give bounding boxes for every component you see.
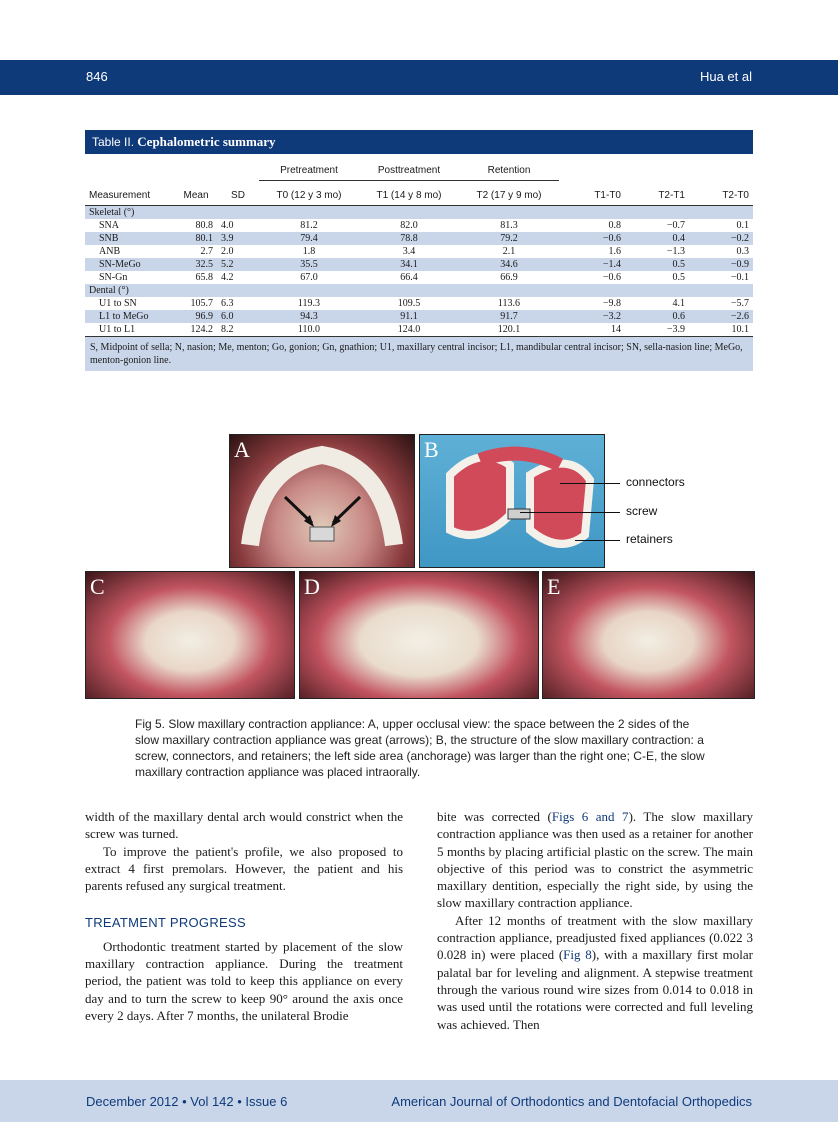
table-row: L1 to MeGo 96.9 6.0 94.3 91.1 91.7 −3.2 0.6 −2.6: [85, 310, 753, 323]
col-header: T2-T1: [625, 181, 689, 206]
body-column-right: [437, 808, 753, 1033]
panel-label-a: A: [234, 437, 250, 462]
paragraph: To improve the patient's profile, we also proposed to extract 4 first premolars. However, the patient and his parents refused any surgical treatment.: [85, 843, 403, 894]
figure-link-6-7[interactable]: Figs 6 and 7: [551, 809, 629, 824]
panel-label-e: E: [547, 574, 561, 599]
group-header-posttreatment: Posttreatment: [359, 154, 459, 181]
col-header: Mean: [175, 181, 217, 206]
appliance-illustration: [420, 435, 604, 567]
table-rows: [85, 206, 753, 337]
group-header-retention: Retention: [459, 154, 559, 181]
col-header: Measurement: [85, 181, 175, 206]
callout-retainers: retainers: [626, 532, 673, 546]
col-header: SD: [217, 181, 259, 206]
paragraph: bite was corrected (Figs 6 and 7). The slow maxillary contraction appliance was then used as a retainer for another 5 months by placing artificial plastic on the screw. The main objective of this period was to constrict the asymmetric maxillary dentition, especially the right side, by using the slow maxillary contraction appliance.: [437, 809, 753, 911]
table-row: U1 to L1 124.2 8.2 110.0 124.0 120.1 14 −3.9 10.1: [85, 323, 753, 337]
callout-line-connectors: [560, 483, 620, 484]
cephalometric-table: [85, 130, 753, 371]
callout-screw: screw: [626, 504, 658, 518]
table-title-bar: [85, 130, 753, 154]
section-header-dental: Dental (°): [85, 284, 753, 297]
table-row: SN-Gn 65.8 4.2 67.0 66.4 66.9 −0.6 0.5 −0.1: [99, 272, 749, 283]
photo-panel-b: [419, 434, 605, 568]
table-title: Cephalometric summary: [137, 134, 276, 149]
table-row: SNA 80.8 4.0 81.2 82.0 81.3 0.8 −0.7 0.1: [99, 220, 749, 231]
col-header: T2 (17 y 9 mo): [459, 181, 559, 206]
body-column-left: [85, 808, 403, 1024]
running-footer: [0, 1080, 838, 1122]
section-header-skeletal: Skeletal (°): [85, 206, 753, 220]
photo-panel-a: [229, 434, 415, 568]
col-header: T0 (12 y 3 mo): [259, 181, 359, 206]
table-footnote: S, Midpoint of sella; N, nasion; Me, menton; Go, gonion; Gn, gnathion; U1, maxillary central incisor; L1, mandibular central incisor; SN, sella-nasion line; MeGo, menton-gonion line.: [85, 337, 753, 371]
table-row: SN-MeGo 32.5 5.2 35.5 34.1 34.6 −1.4 0.5 −0.9: [85, 258, 753, 271]
figure-link-8[interactable]: Fig 8: [563, 947, 592, 963]
table-row: SNB 80.1 3.9 79.4 78.8 79.2 −0.6 0.4 −0.2: [85, 232, 753, 245]
callout-line-screw: [520, 512, 620, 513]
table-row: U1 to SN 105.7 6.3 119.3 109.5 113.6 −9.8 4.1 −5.7: [99, 298, 749, 309]
col-header: T2-T0: [689, 181, 753, 206]
callout-line-retainers: [575, 540, 620, 541]
panel-label-b: B: [424, 437, 439, 462]
paragraph: After 12 months of treatment with the slow maxillary contraction appliance, preadjusted fixed appliances (0.022 3 0.028 in) were placed (Fig 8), with a maxillary first molar palatal bar for leveling and alignment. A stepwise treatment through the various round wire sizes from 0.014 to 0.018 in was used until the rotations were corrected and full leveling was achieved. Then: [437, 912, 754, 1032]
running-header: [0, 60, 838, 95]
callout-connectors: connectors: [626, 475, 685, 489]
page-number: 846: [86, 69, 108, 84]
occlusal-view-illustration: [230, 435, 414, 567]
photo-panel-d: [299, 571, 539, 699]
table-body: [85, 154, 753, 337]
paragraph: Orthodontic treatment started by placement of the slow maxillary contraction appliance. During the treatment period, the patient was told to keep this appliance on every day and to turn the screw to keep 90° around the axis once every 2 days. After 7 months, the unilateral Brodie: [85, 938, 403, 1023]
table-row: ANB 2.7 2.0 1.8 3.4 2.1 1.6 −1.3 0.3: [99, 246, 749, 257]
paragraph: width of the maxillary dental arch would constrict when the screw was turned.: [85, 809, 403, 842]
table-label: Table II.: [92, 135, 135, 149]
panel-label-d: D: [304, 574, 320, 599]
photo-panel-e: [542, 571, 755, 699]
col-header: T1-T0: [559, 181, 625, 206]
photo-panel-c: [85, 571, 295, 699]
section-heading: TREATMENT PROGRESS: [85, 915, 246, 931]
figure-caption: Fig 5. Slow maxillary contraction appliance: A, upper occlusal view: the space between the 2 sides of the slow maxillary contraction appliance was great (arrows); B, the structure of the slow maxillary contraction: a screw, connectors, and retainers; the left side area (anchorage) was larger than the right one; C-E, the slow maxillary contraction appliance was placed intraorally.: [135, 717, 705, 779]
group-header-pretreatment: Pretreatment: [259, 154, 359, 181]
issue-info: December 2012 • Vol 142 • Issue 6: [86, 1094, 288, 1109]
col-header: T1 (14 y 8 mo): [359, 181, 459, 206]
running-author: Hua et al: [699, 69, 752, 84]
panel-label-c: C: [90, 574, 105, 599]
journal-name: American Journal of Orthodontics and Dentofacial Orthopedics: [391, 1094, 752, 1109]
